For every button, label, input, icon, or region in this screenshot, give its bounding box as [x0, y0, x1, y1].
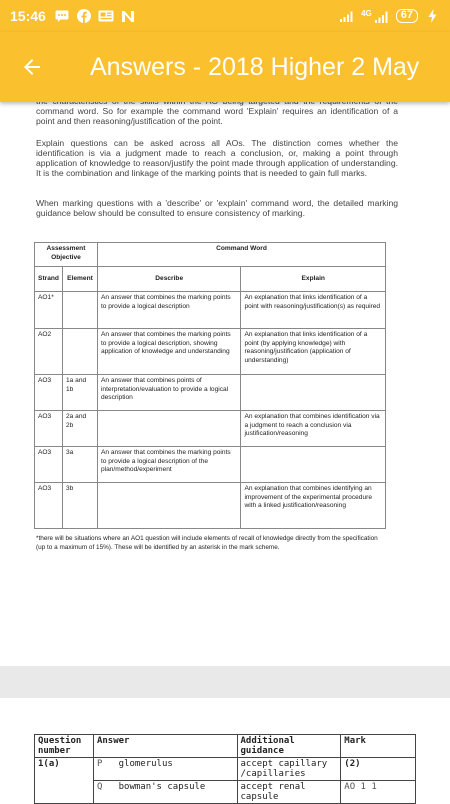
facebook-icon	[76, 9, 92, 23]
header-question-number: Question number	[35, 735, 94, 758]
header-assessment-objective: Assessment Objective	[35, 243, 98, 267]
cell-mark: (2)	[341, 758, 416, 781]
answer-table	[34, 734, 416, 804]
cell-strand: AO3	[35, 411, 63, 447]
cell-explain: An explanation that links identification of a point with reasoning/justification(s) as required	[241, 292, 386, 329]
cell-strand: AO3	[35, 483, 63, 529]
n-app-icon	[120, 9, 136, 23]
signal-icon	[374, 9, 390, 23]
cell-element	[62, 329, 97, 375]
app-bar	[0, 32, 450, 102]
cell-strand: AO1*	[35, 292, 63, 329]
cell-mark: AO 1 1	[341, 781, 416, 804]
cell-explain	[241, 447, 386, 483]
cell-element: 3b	[62, 483, 97, 529]
answer-text: bowman's capsule	[118, 782, 206, 792]
cell-answer	[93, 758, 237, 781]
cell-describe: An answer that combines the marking points to provide a logical description, showing application of knowledge and understanding	[97, 329, 241, 375]
cell-strand: AO3	[35, 447, 63, 483]
paragraph-marking: When marking questions with a 'describe' or 'explain' command word, the detailed marking guidance below should be consulted to ensure consistency of marking.	[36, 198, 398, 218]
news-icon	[98, 9, 114, 23]
cell-describe: An answer that combines the marking points to provide a logical description of the plan/method/experiment	[97, 447, 241, 483]
header-additional-guidance: Additional guidance	[237, 735, 341, 758]
back-button[interactable]	[0, 32, 64, 102]
cell-answer	[93, 781, 237, 804]
answer-letter: Q	[96, 782, 103, 792]
answer-text: glomerulus	[118, 759, 173, 769]
cell-element: 1a and 1b	[62, 375, 97, 411]
table-row	[35, 758, 416, 781]
wifi-icon	[339, 9, 355, 23]
cell-strand: AO2	[35, 329, 63, 375]
charging-icon	[424, 9, 440, 23]
header-describe: Describe	[97, 267, 241, 292]
system-icons	[339, 9, 440, 23]
footnote: *there will be situations where an AO1 question will include elements of recall of knowledge directly from the specification (up to a maximum of 15%). These will be identified by an asterisk in the mark scheme.	[36, 535, 378, 551]
document-page	[0, 698, 450, 800]
cell-describe	[97, 411, 241, 447]
table-row	[35, 411, 386, 447]
cell-explain: An explanation that links identification of a point (by applying knowledge) with reasoning/justification (application of understanding)	[241, 329, 386, 375]
paragraph-intro: command word. So for example the command word 'Explain' requires an identification of a point and then reasoning/justification of the point.	[36, 106, 398, 126]
header-mark: Mark	[341, 735, 416, 758]
battery-icon	[396, 9, 418, 23]
document-page	[0, 102, 450, 666]
header-answer: Answer	[93, 735, 237, 758]
document-viewer[interactable]	[0, 102, 450, 800]
header-explain: Explain	[241, 267, 386, 292]
table-row	[35, 375, 386, 411]
cell-describe	[97, 483, 241, 529]
network-type-label: 4G	[361, 8, 372, 18]
cell-strand: AO3	[35, 375, 63, 411]
table-row	[35, 447, 386, 483]
status-bar	[0, 0, 450, 32]
cell-explain: An explanation that combines identifying an improvement of the experimental procedure with a linked justification/reasoning	[241, 483, 386, 529]
page-separator	[0, 666, 450, 698]
status-time: 15:46	[10, 8, 46, 24]
page-title: Answers - 2018 Higher 2 May	[90, 52, 420, 81]
table-row	[35, 329, 386, 375]
cell-question-number: 1(a)	[35, 758, 94, 804]
cell-element: 2a and 2b	[62, 411, 97, 447]
paragraph-explain: Explain questions can be asked across all AOs. The distinction comes whether the identification is via a judgment made to reach a conclusion, or, making a point through application of knowledge to reason/justify the point made through application of understanding. It is the combination and linkage of the marking points that is needed to gain full marks.	[36, 138, 398, 178]
header-command-word: Command Word	[97, 243, 385, 267]
cell-explain: An explanation that combines identification via a judgment to reach a conclusion via justification/reasoning	[241, 411, 386, 447]
table-row	[35, 292, 386, 329]
cell-explain	[241, 375, 386, 411]
cell-describe: An answer that combines points of interpretation/evaluation to provide a logical description	[97, 375, 241, 411]
cell-describe: An answer that combines the marking points to provide a logical description	[97, 292, 241, 329]
message-icon	[54, 9, 70, 23]
battery-level: 67	[400, 9, 413, 21]
cell-guidance: accept renal capsule	[237, 781, 341, 804]
answer-letter: P	[96, 759, 103, 769]
notification-icons	[54, 9, 136, 23]
command-word-table	[34, 242, 386, 529]
cell-element	[62, 292, 97, 329]
table-row	[35, 483, 386, 529]
header-strand: Strand	[35, 267, 63, 292]
back-arrow-icon	[20, 55, 44, 79]
cell-guidance: accept capillary /capillaries	[237, 758, 341, 781]
header-element: Element	[62, 267, 97, 292]
cell-element: 3a	[62, 447, 97, 483]
